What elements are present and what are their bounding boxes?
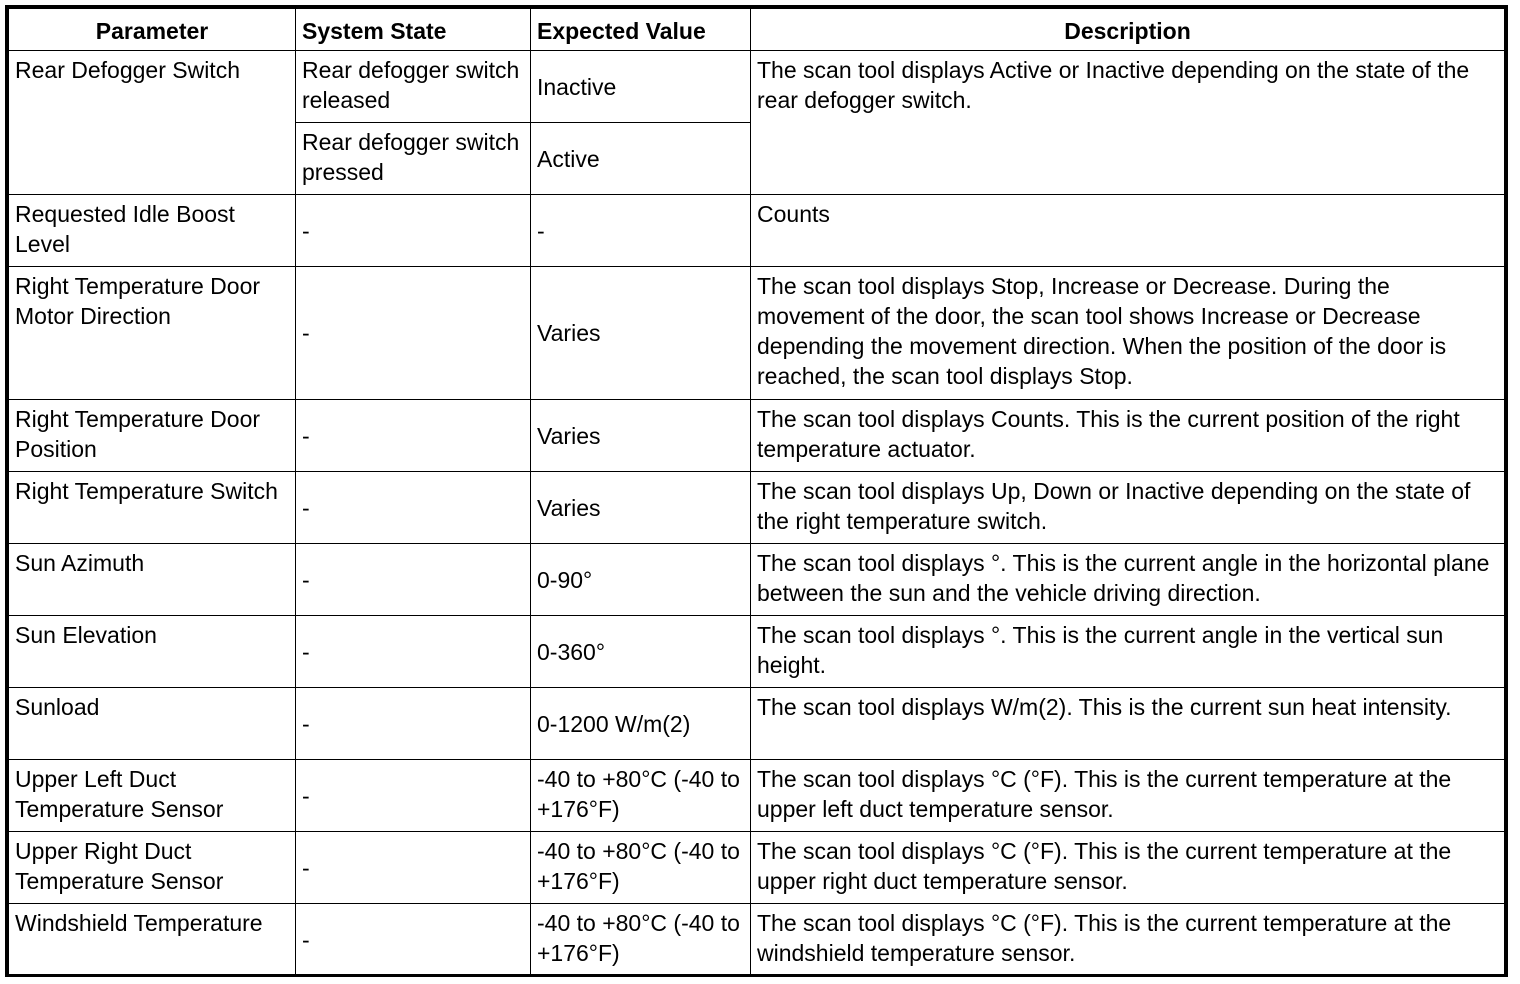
description-cell: The scan tool displays °C (°F). This is the current temperature at the upper left duct temperature sensor. — [751, 760, 1505, 832]
table-row — [9, 760, 1505, 832]
parameter-table-container — [5, 5, 1508, 977]
header-description: Description — [751, 9, 1505, 51]
parameter-cell: Right Temperature Door Motor Direction — [9, 267, 296, 400]
system-state-cell: Rear defogger switch pressed — [296, 123, 531, 195]
system-state-cell: - — [296, 400, 531, 472]
system-state-cell: - — [296, 832, 531, 904]
header-parameter: Parameter — [9, 9, 296, 51]
expected-value-cell: 0-360° — [531, 616, 751, 688]
description-cell: The scan tool displays Counts. This is the current position of the right temperature actuator. — [751, 400, 1505, 472]
description-cell: The scan tool displays °C (°F). This is the current temperature at the upper right duct temperature sensor. — [751, 832, 1505, 904]
system-state-cell: Rear defogger switch released — [296, 51, 531, 123]
table-row — [9, 472, 1505, 544]
expected-value-cell: -40 to +80°C (-40 to +176°F) — [531, 760, 751, 832]
expected-value-cell: Active — [531, 123, 751, 195]
parameter-table — [8, 8, 1505, 976]
system-state-cell: - — [296, 195, 531, 267]
parameter-cell: Requested Idle Boost Level — [9, 195, 296, 267]
description-cell: The scan tool displays °. This is the current angle in the horizontal plane between the sun and the vehicle driving direction. — [751, 544, 1505, 616]
parameter-cell: Upper Left Duct Temperature Sensor — [9, 760, 296, 832]
table-row — [9, 51, 1505, 123]
parameter-cell: Right Temperature Door Position — [9, 400, 296, 472]
table-row — [9, 832, 1505, 904]
table-row — [9, 400, 1505, 472]
description-cell: The scan tool displays °C (°F). This is the current temperature at the windshield temperature sensor. — [751, 904, 1505, 976]
expected-value-cell: -40 to +80°C (-40 to +176°F) — [531, 832, 751, 904]
description-cell: Counts — [751, 195, 1505, 267]
system-state-cell: - — [296, 544, 531, 616]
system-state-cell: - — [296, 688, 531, 760]
parameter-cell: Windshield Temperature — [9, 904, 296, 976]
parameter-cell: Upper Right Duct Temperature Sensor — [9, 832, 296, 904]
parameter-cell: Sun Azimuth — [9, 544, 296, 616]
expected-value-cell: Varies — [531, 400, 751, 472]
system-state-cell: - — [296, 472, 531, 544]
header-system-state: System State — [296, 9, 531, 51]
table-row — [9, 904, 1505, 976]
description-cell: The scan tool displays W/m(2). This is the current sun heat intensity. — [751, 688, 1505, 760]
expected-value-cell: 0-1200 W/m(2) — [531, 688, 751, 760]
system-state-cell: - — [296, 760, 531, 832]
system-state-cell: - — [296, 904, 531, 976]
system-state-cell: - — [296, 267, 531, 400]
table-row — [9, 688, 1505, 760]
expected-value-cell: Varies — [531, 472, 751, 544]
expected-value-cell: Varies — [531, 267, 751, 400]
system-state-cell: - — [296, 616, 531, 688]
expected-value-cell: Inactive — [531, 51, 751, 123]
description-cell: The scan tool displays Active or Inactive depending on the state of the rear defogger switch. — [751, 51, 1505, 195]
table-row — [9, 267, 1505, 400]
expected-value-cell: -40 to +80°C (-40 to +176°F) — [531, 904, 751, 976]
parameter-cell: Rear Defogger Switch — [9, 51, 296, 195]
table-row — [9, 616, 1505, 688]
table-row — [9, 544, 1505, 616]
header-expected-value: Expected Value — [531, 9, 751, 51]
description-cell: The scan tool displays °. This is the current angle in the vertical sun height. — [751, 616, 1505, 688]
table-row — [9, 195, 1505, 267]
expected-value-cell: 0-90° — [531, 544, 751, 616]
description-cell: The scan tool displays Up, Down or Inactive depending on the state of the right temperature switch. — [751, 472, 1505, 544]
expected-value-cell: - — [531, 195, 751, 267]
parameter-cell: Right Temperature Switch — [9, 472, 296, 544]
description-cell: The scan tool displays Stop, Increase or Decrease. During the movement of the door, the scan tool shows Increase or Decrease depending the movement direction. When the position of the door is reached, the scan tool displays Stop. — [751, 267, 1505, 400]
header-row — [9, 9, 1505, 51]
parameter-cell: Sunload — [9, 688, 296, 760]
parameter-cell: Sun Elevation — [9, 616, 296, 688]
